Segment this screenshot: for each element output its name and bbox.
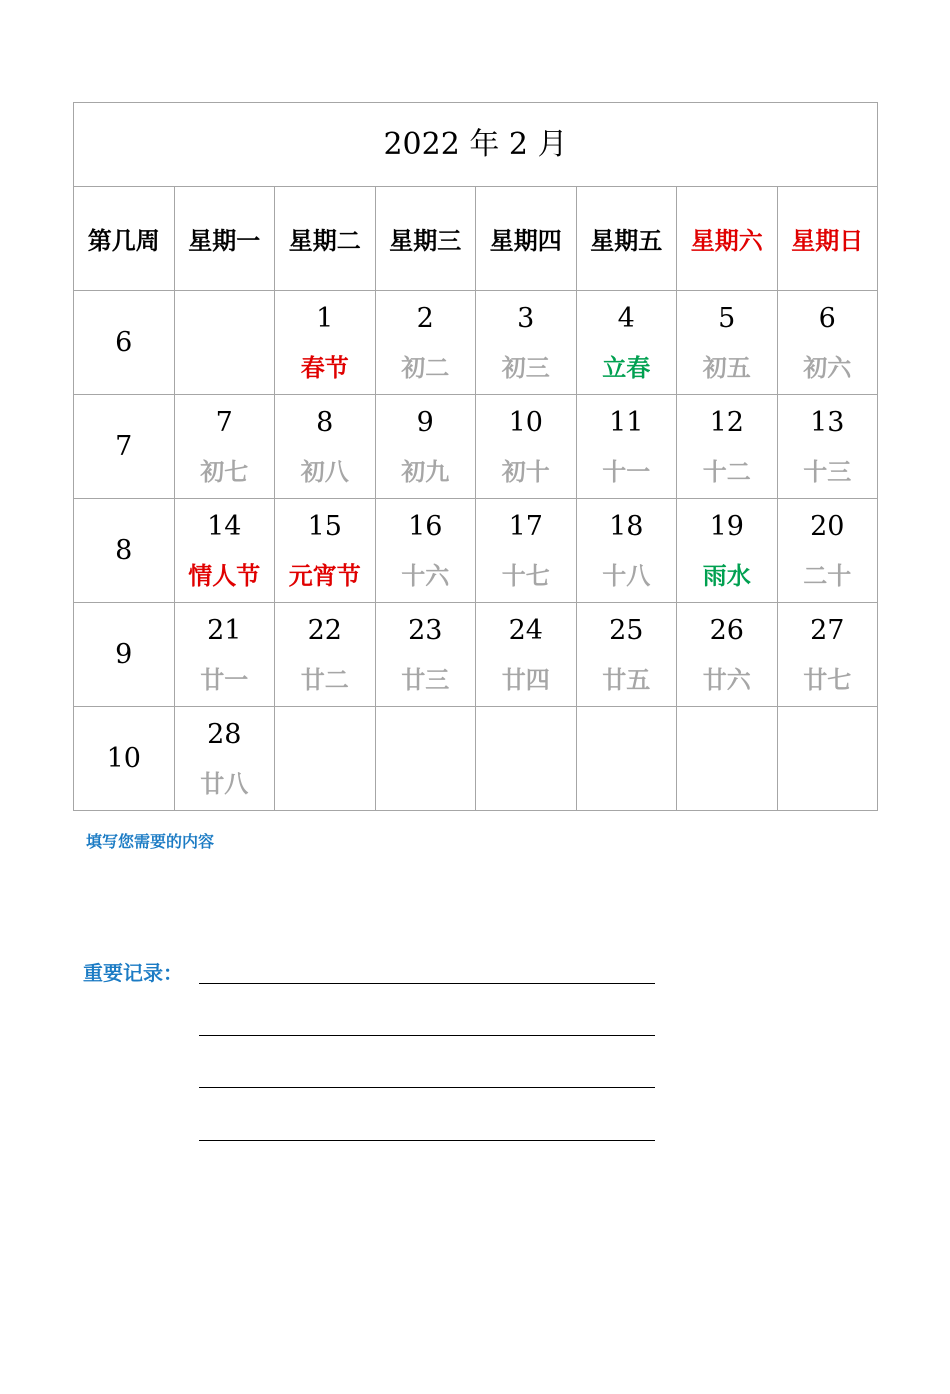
- day-number: 19: [709, 511, 744, 542]
- day-cell[interactable]: [677, 603, 778, 707]
- day-number: 21: [207, 615, 242, 646]
- day-cell[interactable]: [777, 499, 878, 603]
- day-number: 17: [508, 511, 543, 542]
- empty-day-cell: [677, 707, 778, 811]
- day-number: 12: [709, 407, 744, 438]
- calendar-table: [73, 102, 878, 811]
- day-cell[interactable]: [275, 603, 376, 707]
- day-cell[interactable]: [677, 291, 778, 395]
- week-number: 10: [74, 707, 175, 811]
- day-cell[interactable]: [375, 291, 476, 395]
- day-number: 15: [307, 511, 342, 542]
- day-number: 11: [609, 407, 644, 438]
- day-cell[interactable]: [275, 291, 376, 395]
- day-cell[interactable]: [576, 499, 677, 603]
- lunar-date: 十六: [401, 561, 450, 590]
- week-row: [74, 707, 878, 811]
- week-number: 8: [74, 499, 175, 603]
- day-cell[interactable]: [677, 499, 778, 603]
- solar-term-label: 立春: [602, 353, 651, 382]
- lunar-date: 廿四: [501, 665, 550, 694]
- day-number: 4: [617, 303, 635, 334]
- lunar-date: 初十: [501, 457, 550, 486]
- day-cell[interactable]: [576, 395, 677, 499]
- week-row: [74, 291, 878, 395]
- weekday-header: 星期四: [476, 187, 577, 291]
- day-cell[interactable]: [375, 499, 476, 603]
- lunar-date: 二十: [803, 561, 852, 590]
- important-records-label: 重要记录：: [83, 961, 183, 985]
- day-number: 26: [709, 615, 744, 646]
- lunar-date: 十二: [702, 457, 751, 486]
- day-number: 8: [316, 407, 334, 438]
- day-cell[interactable]: [476, 395, 577, 499]
- calendar-title-cell: [74, 103, 878, 187]
- day-cell[interactable]: [174, 395, 275, 499]
- day-cell[interactable]: [375, 395, 476, 499]
- record-line[interactable]: [199, 1140, 655, 1141]
- day-number: 25: [609, 615, 644, 646]
- day-number: 23: [408, 615, 443, 646]
- day-number: 24: [508, 615, 543, 646]
- empty-day-cell: [476, 707, 577, 811]
- day-cell[interactable]: [677, 395, 778, 499]
- lunar-date: 初九: [401, 457, 450, 486]
- lunar-date: 廿七: [803, 665, 852, 694]
- weekday-header: 星期五: [576, 187, 677, 291]
- weekday-header-row: [74, 187, 878, 291]
- fill-in-hint[interactable]: 填写您需要的内容: [86, 832, 215, 851]
- weekday-header: 星期三: [375, 187, 476, 291]
- day-number: 2: [416, 303, 434, 334]
- day-number: 27: [810, 615, 845, 646]
- day-number: 9: [416, 407, 434, 438]
- week-number: 6: [74, 291, 175, 395]
- weekday-header: 星期六: [677, 187, 778, 291]
- lunar-date: 初二: [401, 353, 450, 382]
- weekday-header: 星期一: [174, 187, 275, 291]
- lunar-date: 十七: [501, 561, 550, 590]
- day-number: 10: [508, 407, 543, 438]
- week-row: [74, 603, 878, 707]
- day-number: 6: [818, 303, 836, 334]
- lunar-date: 廿二: [300, 665, 349, 694]
- lunar-date: 初三: [501, 353, 550, 382]
- lunar-date: 廿五: [602, 665, 651, 694]
- day-number: 5: [718, 303, 736, 334]
- day-cell[interactable]: [476, 499, 577, 603]
- week-number-header: 第几周: [74, 187, 175, 291]
- calendar-title: 2022 年 2 月: [383, 126, 568, 162]
- day-cell[interactable]: [576, 603, 677, 707]
- record-line[interactable]: [199, 1087, 655, 1088]
- lunar-date: 十三: [803, 457, 852, 486]
- weekday-header: 星期日: [777, 187, 878, 291]
- day-cell[interactable]: [174, 603, 275, 707]
- day-number: 28: [207, 719, 242, 750]
- week-row: [74, 499, 878, 603]
- day-number: 13: [810, 407, 845, 438]
- lunar-date: 初六: [803, 353, 852, 382]
- record-line[interactable]: [199, 983, 655, 984]
- day-cell[interactable]: [476, 291, 577, 395]
- day-number: 3: [517, 303, 535, 334]
- lunar-date: 十一: [602, 457, 651, 486]
- day-cell[interactable]: [375, 603, 476, 707]
- lunar-date: 廿六: [702, 665, 751, 694]
- lunar-date: 初八: [300, 457, 349, 486]
- lunar-date: 廿一: [200, 665, 249, 694]
- solar-term-label: 雨水: [702, 561, 751, 590]
- record-line[interactable]: [199, 1035, 655, 1036]
- holiday-label: 情人节: [188, 561, 261, 590]
- lunar-date: 十八: [602, 561, 651, 590]
- day-cell[interactable]: [275, 395, 376, 499]
- day-cell[interactable]: [174, 499, 275, 603]
- day-cell[interactable]: [174, 707, 275, 811]
- day-number: 22: [307, 615, 342, 646]
- day-cell[interactable]: [777, 603, 878, 707]
- day-number: 7: [215, 407, 233, 438]
- day-cell[interactable]: [275, 499, 376, 603]
- day-cell[interactable]: [777, 291, 878, 395]
- holiday-label: 春节: [300, 353, 349, 382]
- holiday-label: 元宵节: [288, 561, 361, 590]
- day-cell[interactable]: [476, 603, 577, 707]
- day-number: 1: [316, 303, 334, 334]
- day-number: 20: [810, 511, 845, 542]
- day-number: 16: [408, 511, 443, 542]
- empty-day-cell: [576, 707, 677, 811]
- empty-day-cell: [275, 707, 376, 811]
- week-number: 9: [74, 603, 175, 707]
- day-number: 14: [207, 511, 242, 542]
- lunar-date: 初五: [702, 353, 751, 382]
- empty-day-cell: [375, 707, 476, 811]
- lunar-date: 廿八: [200, 769, 249, 798]
- week-row: [74, 395, 878, 499]
- empty-day-cell: [777, 707, 878, 811]
- week-number: 7: [74, 395, 175, 499]
- weekday-header: 星期二: [275, 187, 376, 291]
- day-number: 18: [609, 511, 644, 542]
- empty-day-cell: [174, 291, 275, 395]
- lunar-date: 廿三: [401, 665, 450, 694]
- day-cell[interactable]: [576, 291, 677, 395]
- day-cell[interactable]: [777, 395, 878, 499]
- lunar-date: 初七: [200, 457, 249, 486]
